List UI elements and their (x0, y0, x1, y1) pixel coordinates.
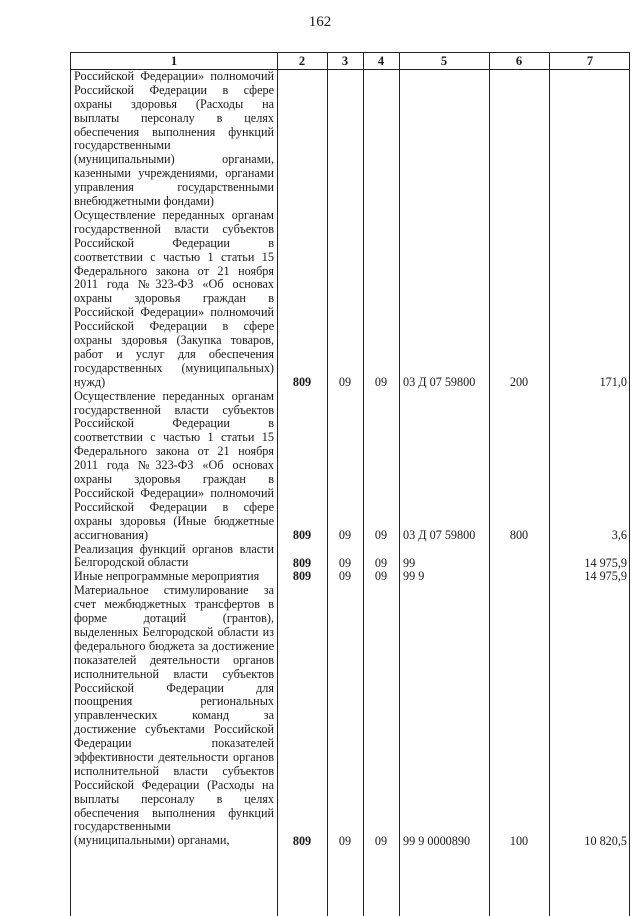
description-line: обеспечения выполнения функций (74, 124, 274, 139)
header-col-6: 6 (515, 54, 523, 68)
description-line: соответствии с частью 1 статьи 15 (74, 249, 274, 264)
cell-col-6: 200 (509, 374, 529, 389)
column-divider (277, 53, 278, 916)
cell-col-4: 09 (374, 833, 388, 848)
description-line: Федерального закона от 21 ноября (74, 444, 274, 459)
row-description (74, 543, 274, 571)
page-number: 162 (308, 14, 332, 30)
row-description (74, 209, 274, 390)
description-line: государственной власти субъектов (74, 402, 274, 417)
description-line: работ и услуг для обеспечения (74, 346, 274, 361)
description-line: охраны здоровья граждан в (74, 472, 274, 487)
description-line: счет межбюджетных трансфертов в (74, 597, 274, 612)
budget-table (70, 52, 630, 916)
description-line: ассигнования) (74, 527, 149, 542)
description-line: управления государственными (74, 180, 274, 195)
cell-col-3: 09 (338, 833, 352, 848)
cell-col-7: 10 820,5 (584, 833, 627, 848)
cell-col-2: 809 (292, 569, 312, 584)
description-line: Материальное стимулирование за (74, 583, 274, 598)
cell-col-5: 03 Д 07 59800 (403, 374, 476, 389)
cell-col-2: 809 (292, 555, 312, 570)
column-divider (549, 53, 550, 916)
description-line: Федерации показателей (74, 736, 274, 751)
cell-col-4: 09 (374, 527, 388, 542)
description-line: Осуществление переданных органам (74, 208, 274, 222)
row-description (74, 584, 274, 848)
row-description (74, 70, 274, 209)
description-line: казенными учреждениями, органами (74, 166, 274, 181)
header-col-4: 4 (377, 54, 385, 68)
description-line: государственными (74, 819, 171, 834)
header-col-2: 2 (298, 54, 306, 68)
description-line: эффективности деятельности органов (74, 749, 274, 764)
cell-col-6: 100 (509, 833, 529, 848)
description-line: государственных (муниципальных) (74, 360, 274, 375)
header-col-5: 5 (440, 54, 448, 68)
description-line: выплаты персоналу в целях (74, 791, 274, 806)
description-line: 2011 года №323-ФЗ «Об основах (74, 277, 274, 292)
description-line: охраны здоровья граждан в (74, 291, 274, 306)
description-line: выделенных Белгородской области из (74, 624, 274, 639)
header-col-3: 3 (341, 54, 349, 68)
row-description (74, 390, 274, 543)
cell-col-7: 14 975,9 (584, 569, 627, 584)
description-line: поощрения региональных (74, 694, 274, 709)
description-line: Российской Федерации для (74, 680, 274, 695)
column-divider (489, 53, 490, 916)
description-line: (муниципальными) органами, (74, 152, 274, 167)
description-line: соответствии с частью 1 статьи 15 (74, 430, 274, 445)
description-line: охраны здоровья (Иные бюджетные (74, 513, 274, 528)
row-description (74, 570, 274, 584)
description-line: Российской Федерации в (74, 235, 274, 250)
cell-col-7: 171,0 (599, 374, 627, 389)
column-divider (327, 53, 328, 916)
description-line: охраны здоровья (Закупка товаров, (74, 333, 274, 348)
description-line: Реализация функций органов власти (74, 541, 274, 556)
cell-col-6: 800 (509, 527, 529, 542)
cell-col-5: 99 9 (403, 569, 425, 584)
description-line: Российской Федерации в (74, 416, 274, 431)
cell-col-2: 809 (292, 527, 312, 542)
cell-col-3: 09 (338, 527, 352, 542)
description-line: государственными (74, 138, 171, 153)
description-line: исполнительной власти субъектов (74, 666, 274, 681)
header-col-1: 1 (170, 54, 178, 68)
description-line: Российской Федерации» полномочий (74, 305, 274, 320)
description-line: Российской Федерации в сфере (74, 82, 274, 97)
description-line: выплаты персоналу в целях (74, 110, 274, 125)
header-col-7: 7 (586, 54, 594, 68)
description-line: Осуществление переданных органам (74, 388, 274, 403)
cell-col-4: 09 (374, 569, 388, 584)
description-line: управленческих команд за (74, 708, 274, 723)
cell-col-5: 99 (403, 555, 416, 570)
cell-col-3: 09 (338, 374, 352, 389)
cell-col-7: 14 975,9 (584, 555, 627, 570)
description-line: государственной власти субъектов (74, 221, 274, 236)
description-line: форме дотаций (грантов), (74, 611, 274, 626)
description-line: достижение субъектами Российской (74, 722, 274, 737)
description-line: (муниципальными) органами, (74, 833, 230, 848)
cell-col-3: 09 (338, 569, 352, 584)
column-divider (399, 53, 400, 916)
cell-col-5: 99 9 0000890 (403, 833, 471, 848)
description-line: Российской Федерации (Расходы на (74, 777, 274, 792)
cell-col-4: 09 (374, 374, 388, 389)
description-line: Белгородской области (74, 555, 189, 570)
cell-col-3: 09 (338, 555, 352, 570)
description-line: нужд) (74, 374, 106, 389)
cell-col-5: 03 Д 07 59800 (403, 527, 476, 542)
description-line: Российской Федерации в сфере (74, 319, 274, 334)
column-divider (363, 53, 364, 916)
cell-col-2: 809 (292, 833, 312, 848)
cell-col-4: 09 (374, 555, 388, 570)
cell-col-7: 3,6 (611, 527, 627, 542)
description-line: 2011 года №323-ФЗ «Об основах (74, 458, 274, 473)
description-line: Российской Федерации» полномочий (74, 69, 274, 83)
description-line: Федерального закона от 21 ноября (74, 263, 274, 278)
description-line: показателей деятельности органов (74, 652, 274, 667)
description-line: федерального бюджета за достижение (74, 638, 274, 653)
description-line: охраны здоровья (Расходы на (74, 96, 274, 111)
description-line: исполнительной власти субъектов (74, 763, 274, 778)
cell-col-2: 809 (292, 374, 312, 389)
description-line: Российской Федерации» полномочий (74, 485, 274, 500)
description-line: Российской Федерации в сфере (74, 499, 274, 514)
description-line: Иные непрограммные мероприятия (74, 569, 260, 584)
description-line: внебюджетными фондами) (74, 194, 214, 209)
description-line: обеспечения выполнения функций (74, 805, 274, 820)
